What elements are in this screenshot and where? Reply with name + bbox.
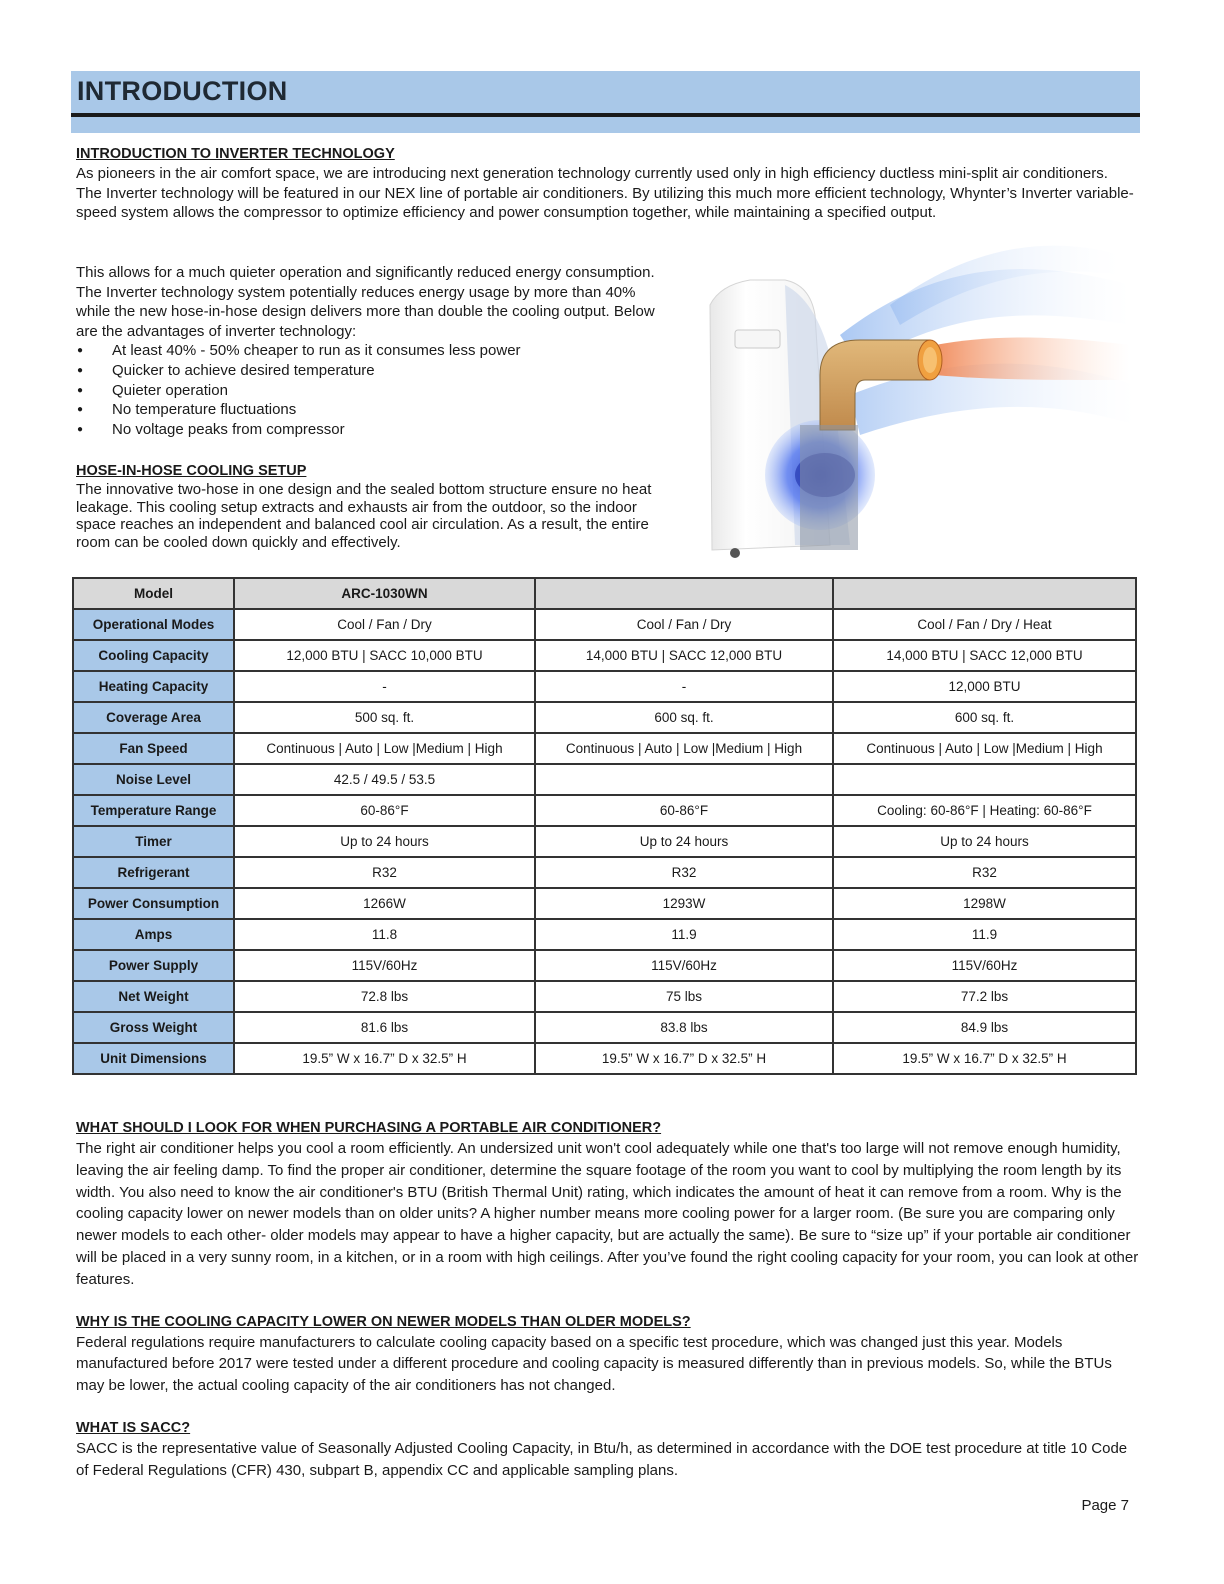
list-item: ● No voltage peaks from compressor — [76, 420, 656, 440]
table-cell: 19.5” W x 16.7” D x 32.5” H — [535, 1043, 833, 1074]
row-label: Gross Weight — [73, 1012, 234, 1043]
list-item: ● Quieter operation — [76, 381, 656, 401]
table-row — [73, 640, 1136, 671]
table-row — [73, 609, 1136, 640]
table-cell: 11.8 — [234, 919, 535, 950]
table-cell — [833, 764, 1136, 795]
table-row — [73, 826, 1136, 857]
table-row — [73, 857, 1136, 888]
table-row — [73, 950, 1136, 981]
row-label: Fan Speed — [73, 733, 234, 764]
table-cell: - — [535, 671, 833, 702]
table-cell: 60-86°F — [234, 795, 535, 826]
row-label: Net Weight — [73, 981, 234, 1012]
table-row — [73, 981, 1136, 1012]
table-cell: 60-86°F — [535, 795, 833, 826]
table-cell: 1298W — [833, 888, 1136, 919]
row-label: Coverage Area — [73, 702, 234, 733]
table-cell: 600 sq. ft. — [833, 702, 1136, 733]
table-cell: 1266W — [234, 888, 535, 919]
list-item: ● No temperature fluctuations — [76, 400, 656, 420]
hose-heading: HOSE-IN-HOSE COOLING SETUP — [76, 463, 307, 479]
list-item: ● At least 40% - 50% cheaper to run as it consumes less power — [76, 341, 656, 361]
table-row — [73, 671, 1136, 702]
faq-answer-1: The right air conditioner helps you cool a room efficiently. An undersized unit won't cool adequately while one that's too large will not remove enough humidity, leaving the air feeling damp. To find the proper air conditioner, determine the square footage of the room you want to cool by multiplying the room length by its width. You also need to know the air conditioner's BTU (British Thermal Unit) rating, which indicates the amount of heat it can remove from a room. Why is the cooling capacity lower on newer models than on older units? A higher number means more cooling power for a larger room. (Be sure you are comparing only newer models to each other- older models may appear to have a higher capacity, but are actually the same). Be sure to “size up” if your portable air conditioner will be placed in a very sunny room, in a kitchen, or in a room with high ceilings. After you’ve found the right cooling capacity for your room, you can look at other features. — [76, 1140, 1139, 1288]
table-cell: 42.5 / 49.5 / 53.5 — [234, 764, 535, 795]
row-label: Operational Modes — [73, 609, 234, 640]
intro-paragraph-1: As pioneers in the air comfort space, we are introducing next generation technology currently used only in high efficiency ductless mini-split air conditioners. The Inverter technology will be featured in our NEX line of portable air conditioners. By utilizing this much more efficient technology, Whynter’s Inverter variable-speed system allows the compressor to optimize efficiency and power consumption together, while maintaining a specified output. — [76, 165, 1134, 222]
table-header-cell — [833, 578, 1136, 609]
row-label: Cooling Capacity — [73, 640, 234, 671]
list-item: ● Quicker to achieve desired temperature — [76, 361, 656, 381]
faq-question-2: WHY IS THE COOLING CAPACITY LOWER ON NEWER MODELS THAN OLDER MODELS? — [76, 1313, 691, 1330]
table-cell: 19.5” W x 16.7” D x 32.5” H — [833, 1043, 1136, 1074]
table-row — [73, 702, 1136, 733]
row-label: Power Supply — [73, 950, 234, 981]
row-label: Heating Capacity — [73, 671, 234, 702]
page-number: Page 7 — [1081, 1497, 1129, 1514]
table-row — [73, 764, 1136, 795]
table-cell: 115V/60Hz — [833, 950, 1136, 981]
table-cell: Cool / Fan / Dry — [535, 609, 833, 640]
table-cell: Up to 24 hours — [535, 826, 833, 857]
table-cell: 72.8 lbs — [234, 981, 535, 1012]
row-label: Refrigerant — [73, 857, 234, 888]
spec-table — [72, 577, 1137, 1075]
table-cell: Cool / Fan / Dry / Heat — [833, 609, 1136, 640]
table-row — [73, 919, 1136, 950]
row-label: Unit Dimensions — [73, 1043, 234, 1074]
portable-ac-illustration — [690, 245, 1140, 565]
faq-question-1: WHAT SHOULD I LOOK FOR WHEN PURCHASING A PORTABLE AIR CONDITIONER? — [76, 1120, 662, 1136]
table-cell: Up to 24 hours — [833, 826, 1136, 857]
table-cell: Continuous | Auto | Low |Medium | High — [833, 733, 1136, 764]
table-cell: 77.2 lbs — [833, 981, 1136, 1012]
table-cell: R32 — [234, 857, 535, 888]
table-cell: 19.5” W x 16.7” D x 32.5” H — [234, 1043, 535, 1074]
row-label: Temperature Range — [73, 795, 234, 826]
intro-heading: INTRODUCTION TO INVERTER TECHNOLOGY — [76, 146, 395, 162]
table-cell: 83.8 lbs — [535, 1012, 833, 1043]
table-cell: 500 sq. ft. — [234, 702, 535, 733]
table-cell: 1293W — [535, 888, 833, 919]
row-label: Timer — [73, 826, 234, 857]
advantages-list — [76, 341, 656, 439]
table-cell — [535, 764, 833, 795]
table-cell: R32 — [535, 857, 833, 888]
table-cell: 115V/60Hz — [535, 950, 833, 981]
row-label: Noise Level — [73, 764, 234, 795]
table-cell: 84.9 lbs — [833, 1012, 1136, 1043]
table-cell: 600 sq. ft. — [535, 702, 833, 733]
table-row — [73, 1012, 1136, 1043]
faq-section — [76, 1119, 1140, 1482]
table-header-cell — [535, 578, 833, 609]
table-cell: Cool / Fan / Dry — [234, 609, 535, 640]
faq-question-3: WHAT IS SACC? — [76, 1419, 191, 1436]
table-row — [73, 1043, 1136, 1074]
banner-underband — [71, 117, 1140, 133]
table-cell: 11.9 — [833, 919, 1136, 950]
table-row — [73, 888, 1136, 919]
faq-answer-3: SACC is the representative value of Seasonally Adjusted Cooling Capacity, in Btu/h, as determined in accordance with the DOE test procedure at title 10 Code of Federal Regulations (CFR) 430, subpart B, appendix CC and applicable sampling plans. — [76, 1439, 1128, 1479]
table-cell: 14,000 BTU | SACC 12,000 BTU — [833, 640, 1136, 671]
table-cell: 81.6 lbs — [234, 1012, 535, 1043]
table-row — [73, 795, 1136, 826]
intro-section — [76, 145, 1136, 223]
spec-table-body — [73, 578, 1136, 1074]
table-cell: 115V/60Hz — [234, 950, 535, 981]
hose-paragraph: The innovative two-hose in one design and the sealed bottom structure ensure no heat leakage. This cooling setup extracts and exhausts air from the outdoor, so the indoor space reaches an independent and balanced cool air circulation. As a result, the entire room can be cooled down quickly and effectively. — [76, 481, 652, 551]
table-cell: Continuous | Auto | Low |Medium | High — [535, 733, 833, 764]
table-header-cell: ARC-1030WN — [234, 578, 535, 609]
page-title: INTRODUCTION — [77, 76, 288, 106]
faq-answer-2: Federal regulations require manufacturers to calculate cooling capacity based on a specific test procedure, which was changed just this year. Models manufactured before 2017 were tested under a different procedure and cooling capacity is measured differently than in previous models. So, while the BTUs may be lower, the actual cooling capacity of the air conditioners has not changed. — [76, 1333, 1112, 1395]
table-cell: 12,000 BTU — [833, 671, 1136, 702]
table-cell: R32 — [833, 857, 1136, 888]
table-cell: Continuous | Auto | Low |Medium | High — [234, 733, 535, 764]
row-label: Amps — [73, 919, 234, 950]
table-cell: 12,000 BTU | SACC 10,000 BTU — [234, 640, 535, 671]
table-header-cell: Model — [73, 578, 234, 609]
table-cell: 11.9 — [535, 919, 833, 950]
row-label: Power Consumption — [73, 888, 234, 919]
table-header-row — [73, 578, 1136, 609]
intro-advantages — [76, 263, 656, 439]
section-banner — [71, 71, 1140, 113]
table-cell: 75 lbs — [535, 981, 833, 1012]
table-row — [73, 733, 1136, 764]
table-cell: - — [234, 671, 535, 702]
table-cell: Cooling: 60-86°F | Heating: 60-86°F — [833, 795, 1136, 826]
intro-paragraph-2: This allows for a much quieter operation and significantly reduced energy consumption. The Inverter technology system potentially reduces energy usage by more than 40% while the new hose-in-hose design delivers more than double the cooling output. Below are the advantages of inverter technology: — [76, 264, 655, 340]
table-cell: 14,000 BTU | SACC 12,000 BTU — [535, 640, 833, 671]
hose-section — [76, 462, 678, 551]
table-cell: Up to 24 hours — [234, 826, 535, 857]
